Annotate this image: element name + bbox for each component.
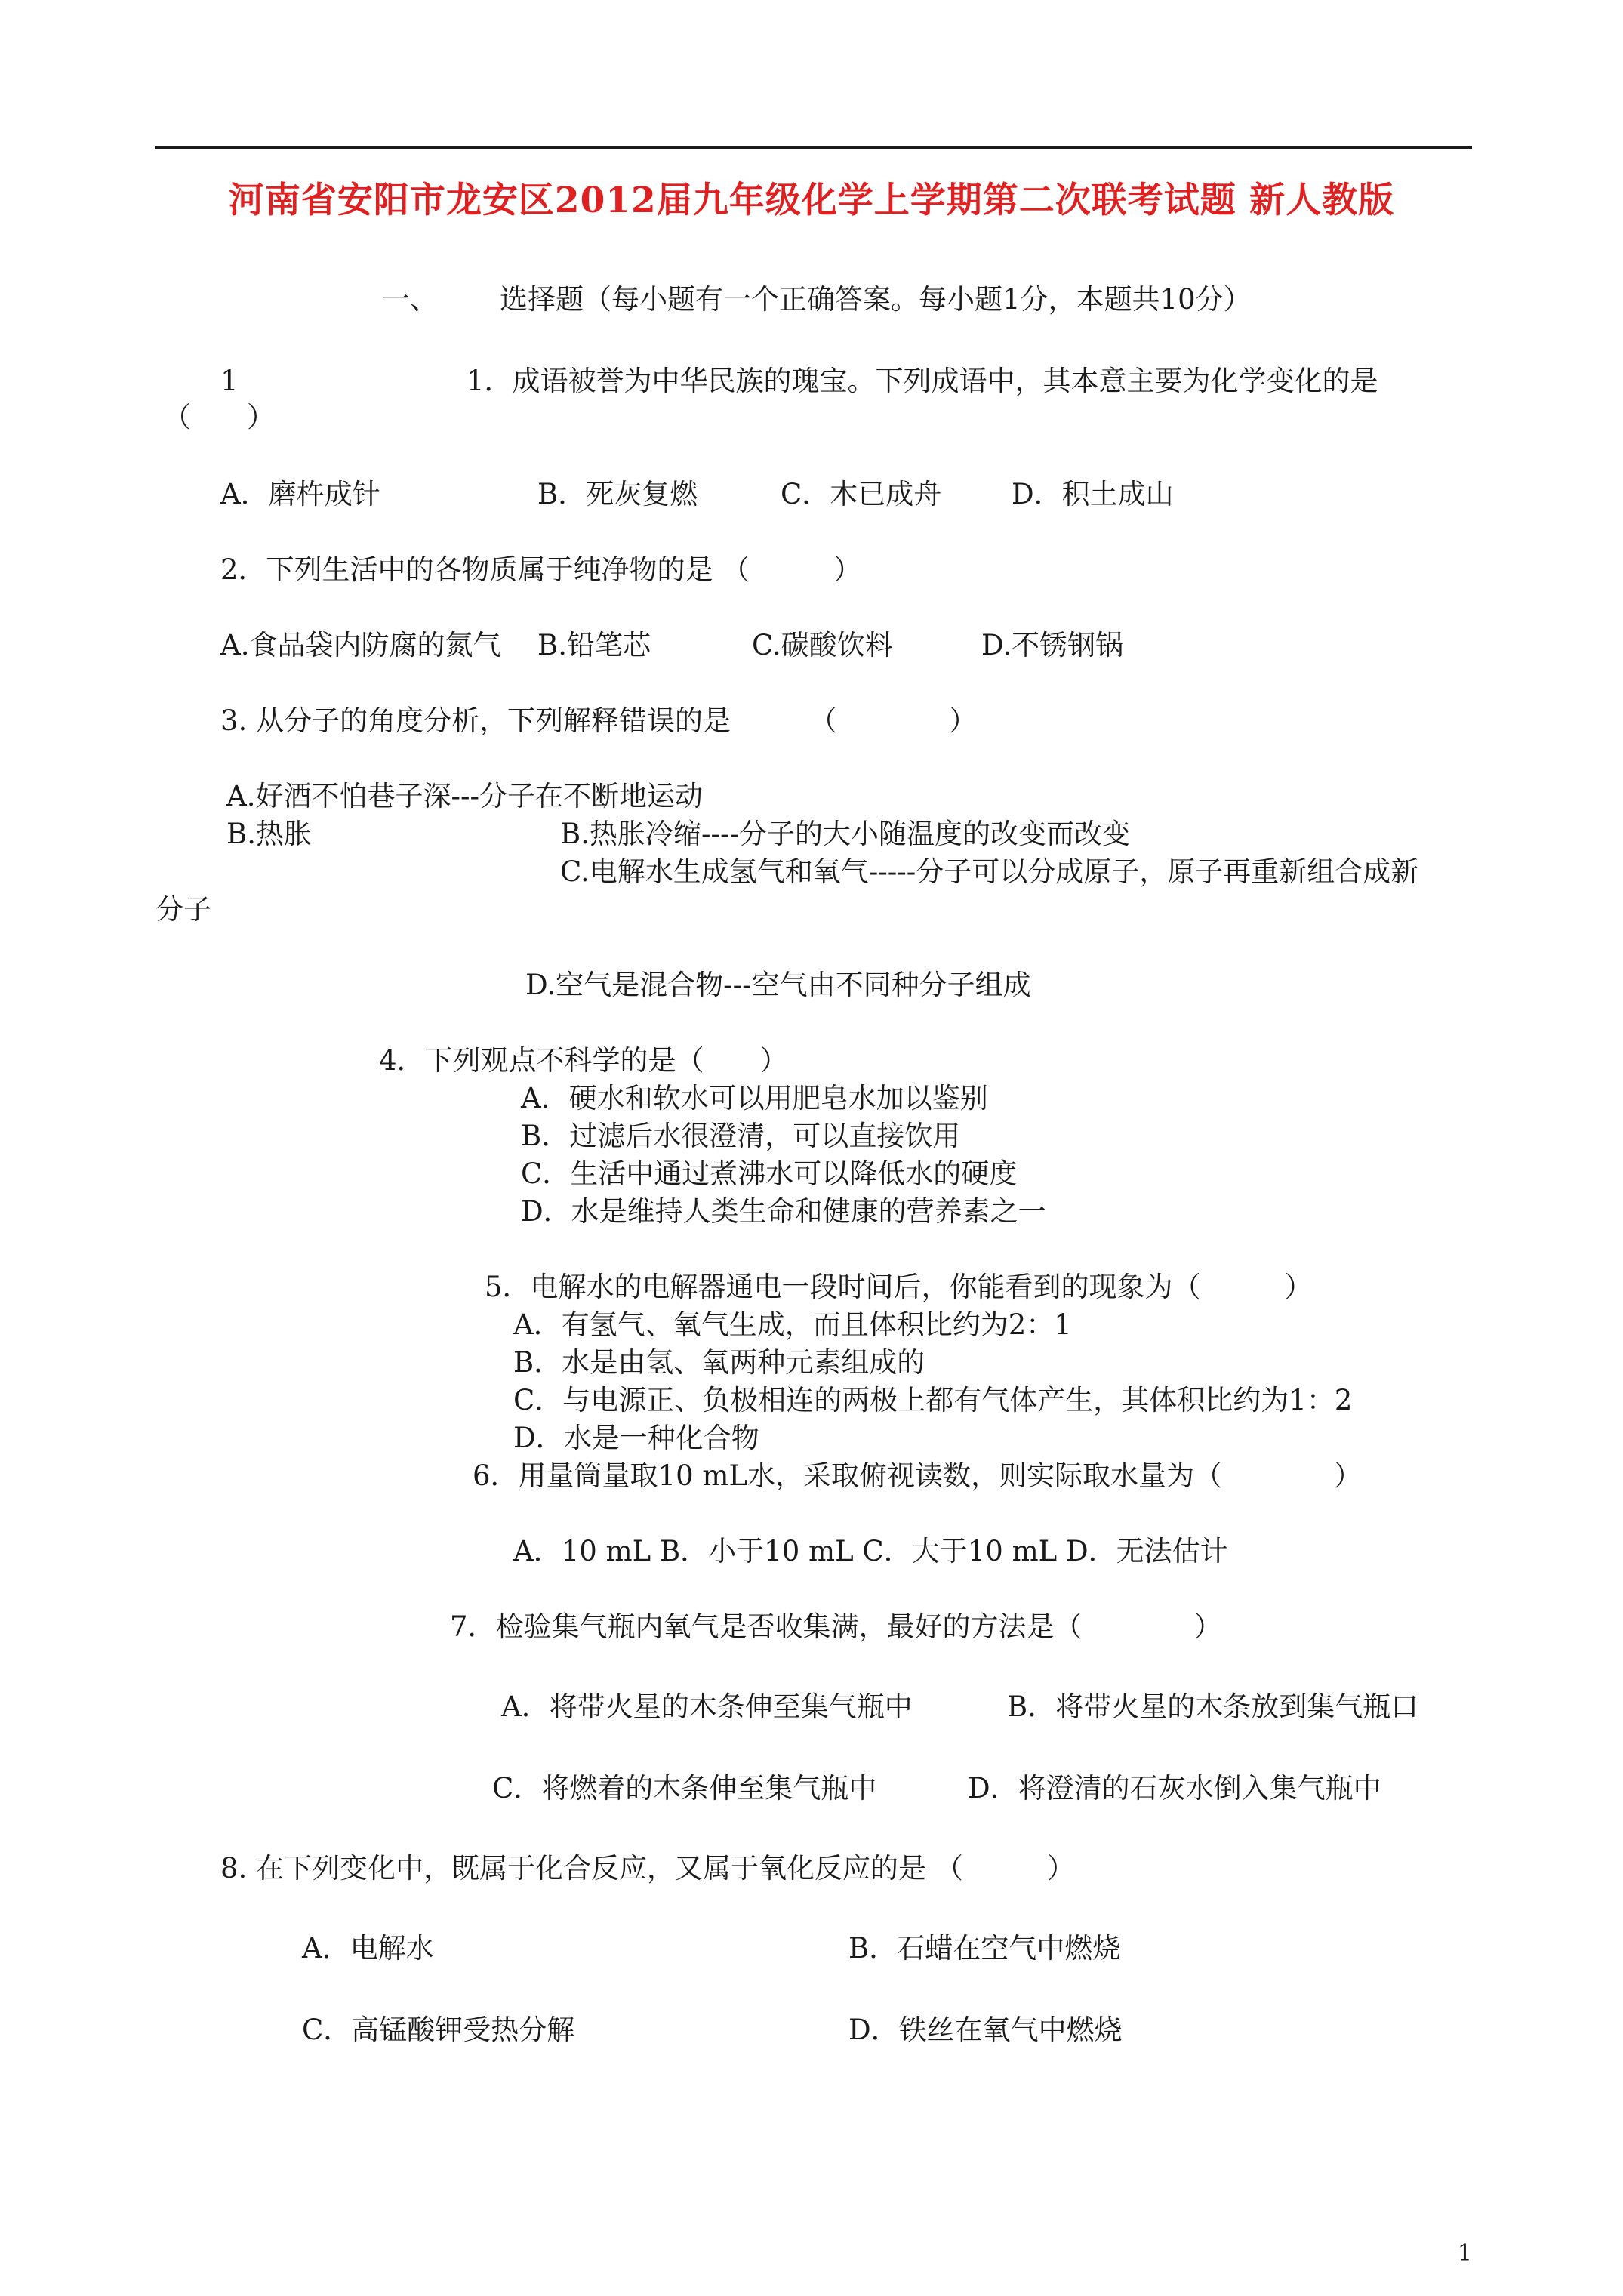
q4-stem: 4．下列观点不科学的是（ ） bbox=[379, 1044, 788, 1077]
q3-option-c: C.电解水生成氢气和氧气-----分子可以分成原子，原子再重新组合成新 bbox=[560, 855, 1419, 888]
q1-option-a: A．磨杵成针 bbox=[220, 478, 380, 510]
q8-option-b: B．石蜡在空气中燃烧 bbox=[848, 1932, 1121, 1965]
section-number: 一、 bbox=[382, 283, 438, 316]
q5-option-c: C．与电源正、负极相连的两极上都有气体产生，其体积比约为1：2 bbox=[513, 1384, 1353, 1416]
q4-option-d: D．水是维持人类生命和健康的营养素之一 bbox=[521, 1195, 1046, 1228]
q3-option-a: A.好酒不怕巷子深---分子在不断地运动 bbox=[226, 780, 703, 812]
q3-option-d: D.空气是混合物---空气由不同种分子组成 bbox=[525, 969, 1031, 1001]
q8-option-c: C．高锰酸钾受热分解 bbox=[302, 2014, 575, 2046]
q7-stem: 7．检验集气瓶内氧气是否收集满，最好的方法是（ ） bbox=[450, 1610, 1222, 1643]
header-rule bbox=[155, 146, 1472, 149]
q2-option-c: C.碳酸饮料 bbox=[752, 629, 893, 661]
q2-option-a: A.食品袋内防腐的氮气 bbox=[220, 629, 501, 661]
q3-stem: 3. 从分子的角度分析，下列解释错误的是 bbox=[220, 704, 731, 737]
q7-option-d: D．将澄清的石灰水倒入集气瓶中 bbox=[968, 1772, 1381, 1804]
q5-stem: 5．电解水的电解器通电一段时间后，你能看到的现象为（ ） bbox=[485, 1271, 1313, 1303]
document-title: 河南省安阳市龙安区2012届九年级化学上学期第二次联考试题 新人教版 bbox=[228, 180, 1395, 221]
page-number: 1 bbox=[1457, 2240, 1472, 2267]
q3-option-c-continuation: 分子 bbox=[156, 893, 211, 926]
q6-options: A．10 mL B．小于10 mL C．大于10 mL D．无法估计 bbox=[513, 1535, 1228, 1567]
q3-option-b-fragment: B.热胀 bbox=[226, 818, 312, 850]
q7-option-b: B．将带火星的木条放到集气瓶口 bbox=[1007, 1690, 1419, 1723]
q8-option-d: D．铁丝在氧气中燃烧 bbox=[848, 2014, 1123, 2046]
q7-option-a: A．将带火星的木条伸至集气瓶中 bbox=[501, 1690, 913, 1723]
q5-option-b: B．水是由氢、氧两种元素组成的 bbox=[513, 1346, 925, 1379]
q1-option-b: B．死灰复燃 bbox=[537, 478, 698, 510]
q2-option-b: B.铅笔芯 bbox=[537, 629, 651, 661]
q1-option-c: C．木已成舟 bbox=[781, 478, 942, 510]
q2-option-d: D.不锈钢锅 bbox=[981, 629, 1124, 661]
q4-option-c: C．生活中通过煮沸水可以降低水的硬度 bbox=[521, 1157, 1018, 1190]
section-heading: 选择题（每小题有一个正确答案。每小题1分，本题共10分） bbox=[500, 283, 1252, 316]
q7-option-c: C．将燃着的木条伸至集气瓶中 bbox=[492, 1772, 877, 1804]
q8-option-a: A．电解水 bbox=[302, 1932, 434, 1965]
q5-option-d: D．水是一种化合物 bbox=[513, 1422, 759, 1454]
q1-answer-paren: （ ） bbox=[163, 401, 275, 433]
q3-answer-paren: （ ） bbox=[809, 704, 977, 737]
q2-stem: 2．下列生活中的各物质属于纯净物的是 （ ） bbox=[220, 553, 862, 586]
q5-option-a: A．有氢气、氧气生成，而且体积比约为2：1 bbox=[513, 1308, 1072, 1341]
q1-index-mark: 1 bbox=[220, 365, 239, 397]
q1-stem: 1．成语被誉为中华民族的瑰宝。下列成语中，其本意主要为化学变化的是 bbox=[467, 365, 1378, 397]
q6-stem: 6．用量筒量取10 mL水，采取俯视读数，则实际取水量为（ ） bbox=[473, 1459, 1363, 1492]
q4-option-b: B．过滤后水很澄清，可以直接饮用 bbox=[521, 1120, 961, 1152]
q8-stem: 8. 在下列变化中，既属于化合反应，又属于氧化反应的是 （ ） bbox=[220, 1852, 1075, 1885]
q4-option-a: A．硬水和软水可以用肥皂水加以鉴别 bbox=[521, 1082, 988, 1114]
q3-option-b: B.热胀冷缩----分子的大小随温度的改变而改变 bbox=[560, 818, 1130, 850]
q1-option-d: D．积土成山 bbox=[1012, 478, 1174, 510]
